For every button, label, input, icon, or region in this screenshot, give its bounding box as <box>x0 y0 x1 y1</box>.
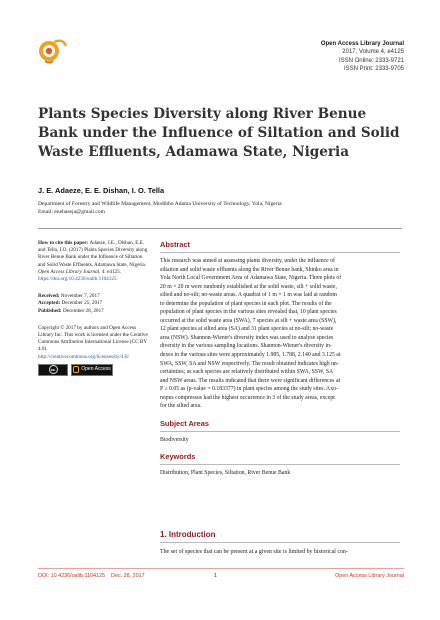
journal-info <box>321 40 404 74</box>
article-meta-sidebar <box>38 240 148 386</box>
abstract-line: SWA, SSW, SA and NSW respectively. The result obtained indicates high un- <box>160 360 339 367</box>
subject-areas-heading: Subject Areas <box>160 419 400 432</box>
dates-block <box>38 293 148 315</box>
citation-block <box>38 240 148 283</box>
oalib-logo-icon <box>38 38 68 64</box>
abstract-line: occurred at the solid waste area (SWA), 7 species at silt + waste area (SSW), <box>160 317 337 324</box>
abstract-line: diversity in the various sampling locations. Shannon-Wiener's diversity in- <box>160 343 332 350</box>
abstract-line: siltation and solid waste effluents along the River Benue bank, Shinko area in <box>160 266 339 273</box>
abstract-line: P ≥ 0.05 as (p-value = 0.183377) in plant species among the study sites. Axo- <box>160 386 338 393</box>
cite-text: Adaeze, J.E., Dishan, E.E. and Tella, I.O. (2017) Plants Species Diversity along River Benue Bank under the Influence of Siltation and Solid Waste Effluents, Adamawa State, Nigeria. <box>38 240 148 268</box>
open-access-label: Open Access <box>81 366 111 373</box>
license-link[interactable]: http://creativecommons.org/licenses/by/4.0/ <box>38 353 129 360</box>
abstract-line: 20 m × 20 m were randomly established at the solid waste, silt + solid waste, <box>160 283 337 290</box>
published-label: Published: <box>38 307 62 314</box>
footer-journal: Open Access Library Journal <box>335 573 404 579</box>
license-badges <box>38 364 148 376</box>
abstract-line: and NSW areas. The results indicated that there were significant differences at <box>160 377 341 384</box>
email[interactable]: Email: enebaseja@gmail.com <box>38 209 105 215</box>
abstract-line: certainties; as each species are relatively distributed within SWA, SSW, SA <box>160 369 334 376</box>
title-line: Plants Species Diversity along River Benue <box>38 106 367 122</box>
subject-areas-text: Biodiversity <box>160 436 189 443</box>
article-title <box>38 105 400 162</box>
title-line: Waste Effluents, Adamawa State, Nigeria <box>38 144 350 160</box>
keywords-heading: Keywords <box>160 452 400 465</box>
copyright-block <box>38 325 148 376</box>
abstract-line: Yola North Local Government Area of Adamawa State, Nigeria. Three plots of <box>160 275 342 282</box>
footer-doi[interactable]: DOI: 10.4236/oalib.1104125 <box>38 573 106 579</box>
journal-name: Open Access Library Journal <box>320 41 404 47</box>
divider <box>38 228 402 229</box>
accepted-label: Accepted: <box>38 300 61 307</box>
abstract-line: nopus compressus had the highest occurrence in 3 of the study areas, except <box>160 394 335 401</box>
abstract-line: This research was aimed at assessing plants diversity, under the influence of <box>160 258 335 264</box>
accepted-date: December 25, 2017 <box>61 300 103 307</box>
doi-link[interactable]: https://doi.org/10.4236/oalib.1104125 <box>38 276 117 283</box>
introduction-text: The set of species that can be present at a given site is limited by historical con- <box>160 549 348 555</box>
cite-volume: , 4: e4125. <box>99 268 122 275</box>
abstract-line: 12 plant species at silted area (SA) and 31 plant species at no-silt; no-waste <box>160 326 334 333</box>
journal-volume: 2017, Volume 4, e4125 <box>342 49 404 56</box>
cite-label: How to cite this paper: <box>38 240 89 246</box>
abstract-line: to determine the population of plant species in each plot. The results of the <box>160 300 332 307</box>
abstract-line: dexes in the various sites were approximately 1.985, 1.788, 2.140 and 3.125 at <box>160 352 341 359</box>
abstract-line: area (NSW). Shannon-Wiener's diversity index was used to analyse species <box>160 334 334 341</box>
received-label: Received: <box>38 293 60 300</box>
received-date: November 7, 2017 <box>60 293 100 300</box>
authors: J. E. Adaeze, E. E. Dishan, I. O. Tella <box>38 186 165 195</box>
abstract-line: for the silted area. <box>160 403 202 410</box>
affiliation-line: Department of Forestry and Wildlife Management, Modibbo Adama University of Technology, Yola, Nigeria <box>38 201 282 207</box>
cc-by-badge[interactable] <box>38 364 68 376</box>
issn-online: ISSN Online: 2333-9721 <box>338 57 404 64</box>
keywords-text: Distribution, Plant Species, Siltation, River Benue Bank <box>160 470 291 477</box>
published-date: December 28, 2017 <box>62 307 104 314</box>
abstract-heading: Abstract <box>160 240 400 253</box>
affiliation <box>38 200 408 216</box>
cc-icon: cc <box>49 365 58 374</box>
cite-journal: Open Access Library Journal <box>38 268 100 275</box>
introduction-heading: 1. Introduction <box>160 530 400 543</box>
page-footer <box>38 568 404 579</box>
article-main <box>160 240 400 484</box>
issn-print: ISSN Print: 2333-9705 <box>343 66 404 73</box>
footer-date: Dec. 28, 2017 <box>111 573 145 579</box>
abstract-line: silted and no-silt; no-waste areas. A quadrat of 1 m × 1 m was laid at random <box>160 292 337 299</box>
abstract-text <box>160 257 400 411</box>
open-lock-icon <box>73 366 79 373</box>
copyright-text: Copyright © 2017 by authors and Open Access Library Inc. This work is licensed under the Creative Commons Attribution International License (CC BY 4.0). <box>38 324 148 353</box>
page-number: 1 <box>214 573 217 579</box>
open-access-badge[interactable] <box>71 364 113 376</box>
abstract-line: population of plant species in the various sites revealed that, 10 plant species <box>160 309 337 316</box>
footer-doi-date <box>38 573 145 579</box>
title-line: Bank under the Influence of Siltation and Solid <box>38 125 400 141</box>
